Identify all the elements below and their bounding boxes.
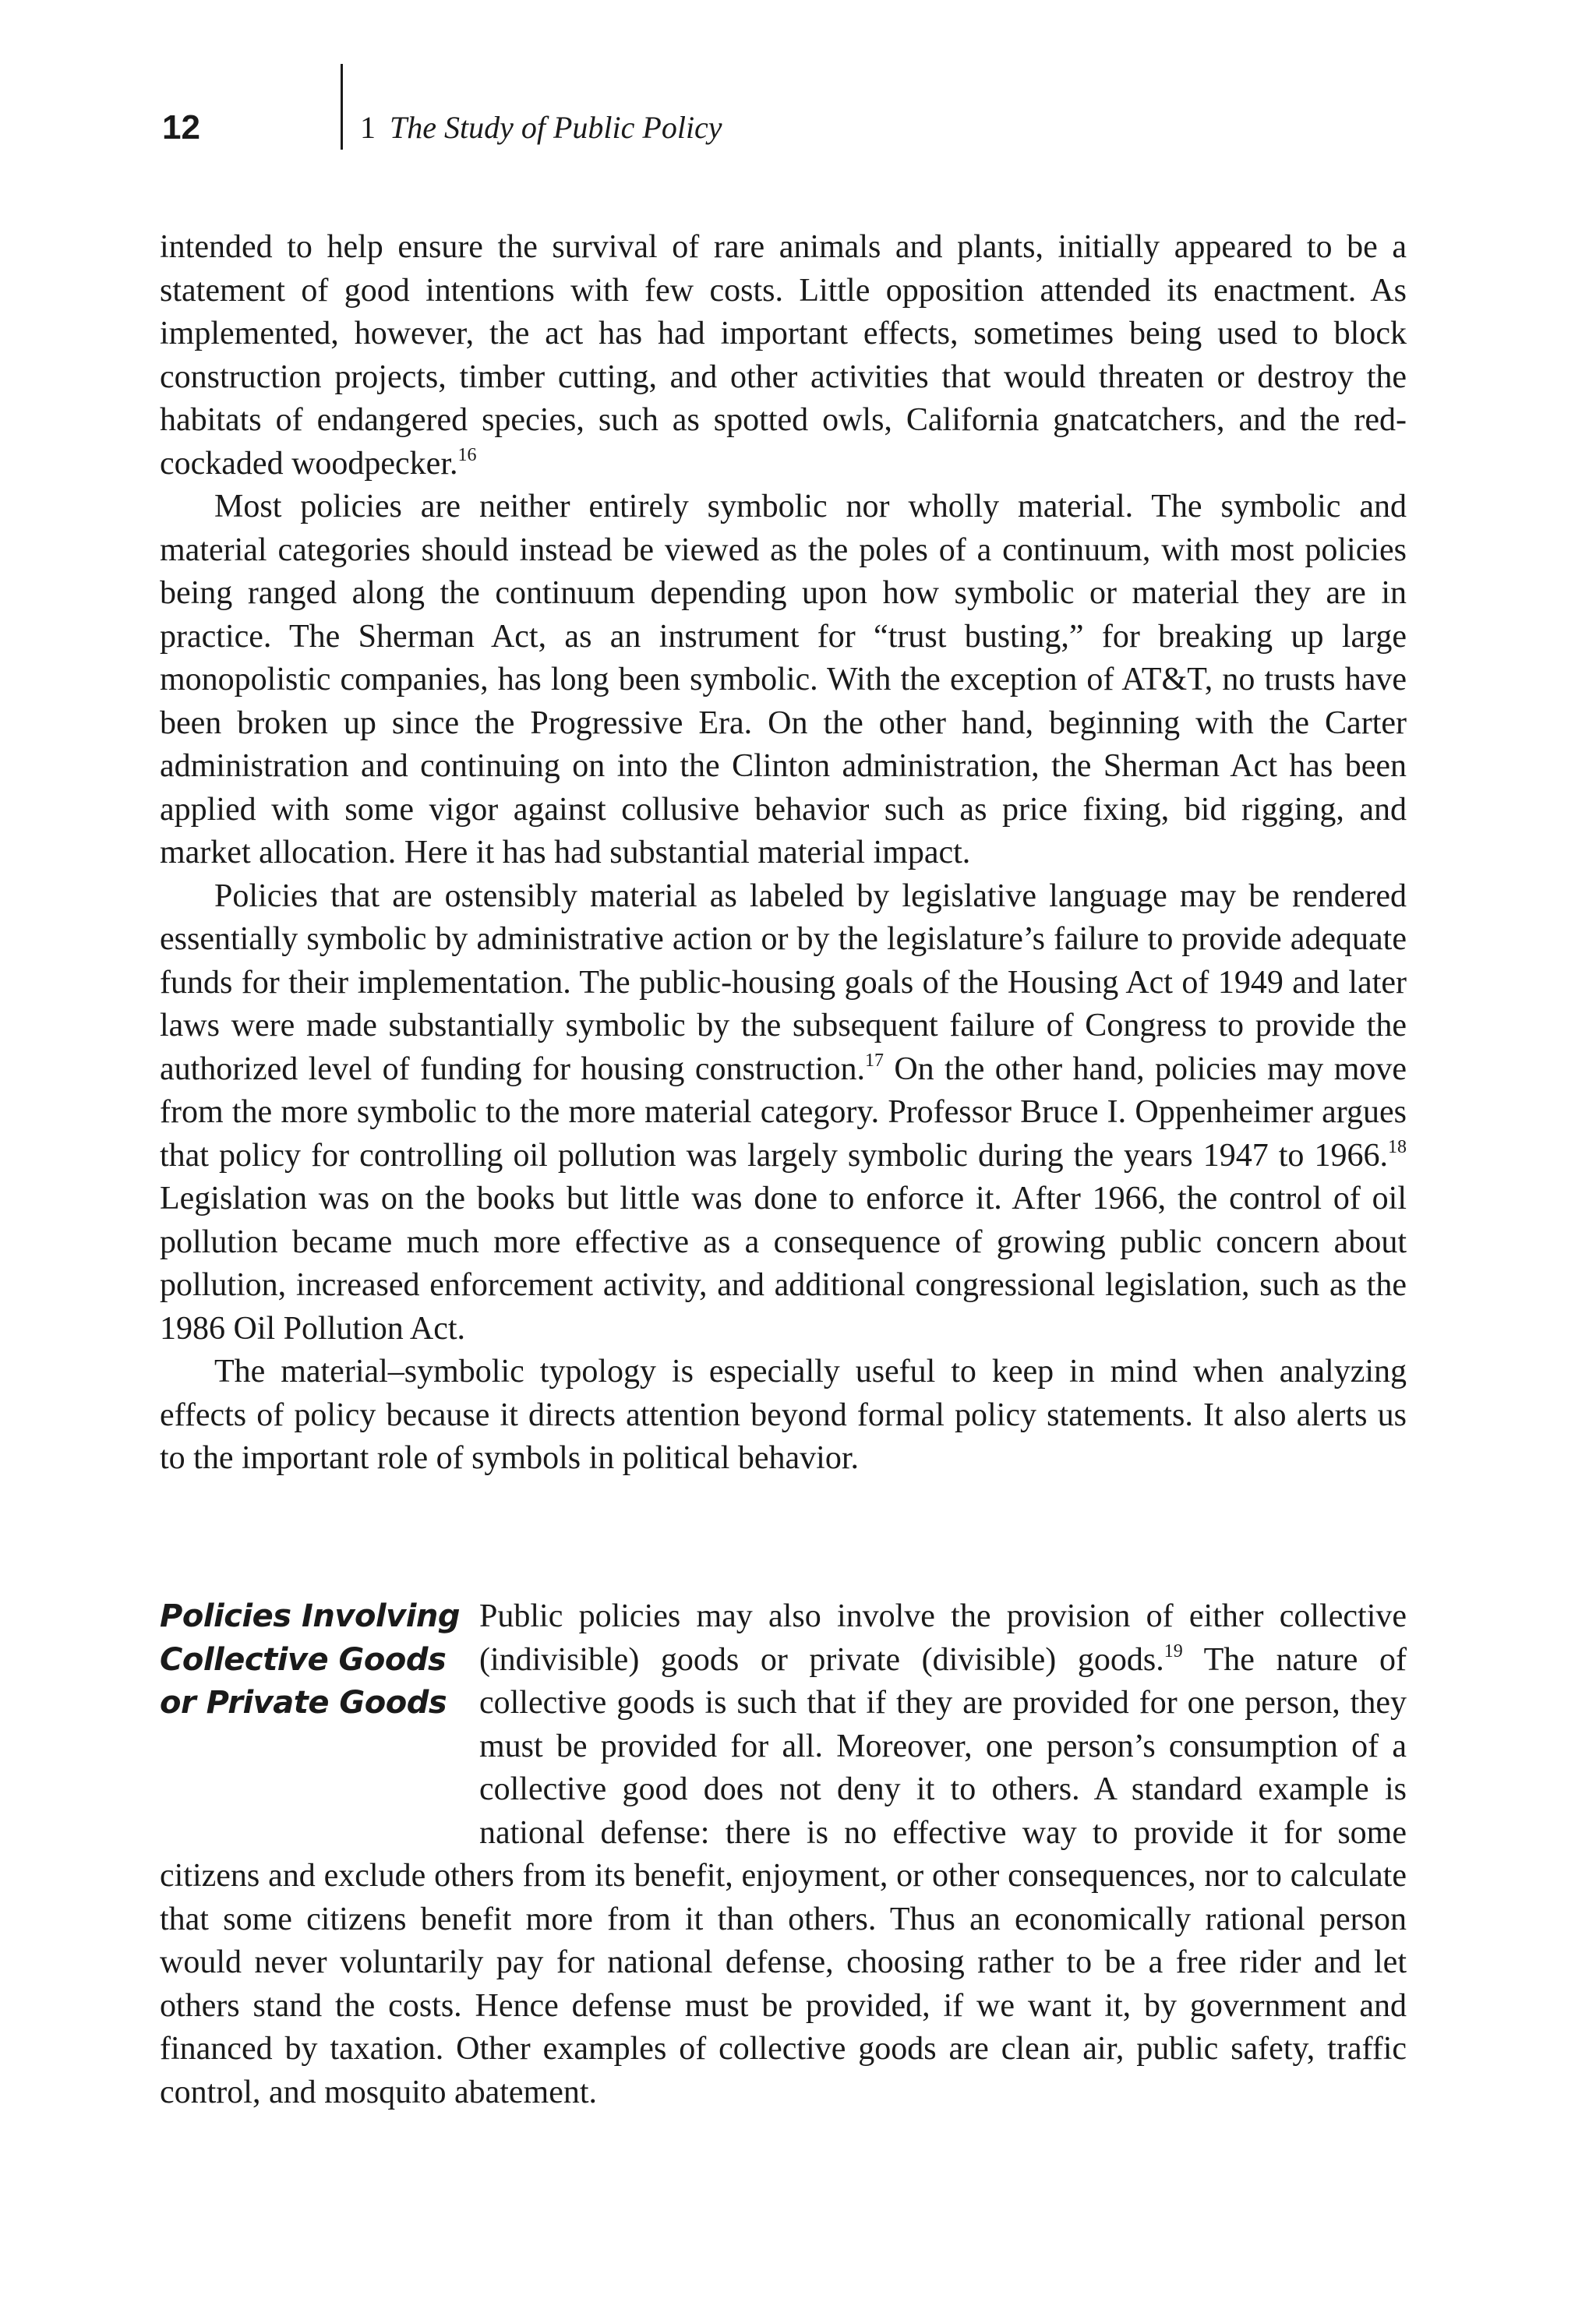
paragraph-text: On the other hand, policies may move from the more symbolic to the more material category. Professor Bruce I. Oppenheimer argues that policy for controlling oil pollution was largely symbolic during the years 1947 to 1966.: [160, 1051, 1407, 1174]
header-divider: [341, 64, 343, 150]
section-heading-line: Collective Goods: [160, 1641, 447, 1678]
paragraph-text: Public policies may also involve the provision of either collective (indivisible) goods or private (divisible) goods.: [479, 1598, 1407, 1678]
running-header: [0, 0, 1596, 203]
section-heading: [160, 1595, 464, 1813]
paragraph-text: Policies that are ostensibly material as labeled by legislative language may be rendered essentially symbolic by administrative action or by the legislature’s failure to provide adequate funds for their implementation. The public-housing goals of the Housing Act of 1949 and later laws were made substantially symbolic by the subsequent failure of Congress to provide the authorized level of funding for housing construction.: [160, 878, 1407, 1087]
footnote-ref-17: 17: [864, 1050, 884, 1071]
paragraph-typology: [160, 1351, 1407, 1481]
paragraph-text: The nature of collective goods is such that if they are provided for one person, they must be provided for all. Moreover, one person’s consumption of a collective good does not deny it to others. A standard example is national defense: there is no effective way to provide it for some citizens and exclude others from its benefit, enjoyment, or other consequences, nor to calculate that some citizens benefit more from it than others. Thus an economically rational person would never voluntarily pay for national defense, choosing rather to be a free rider and let others stand the costs. Hence defense must be provided, if we want it, by government and financed by taxation. Other examples of collective goods are clean air, public safety, traffic control, and mosquito abatement.: [160, 1641, 1407, 2110]
paragraph-text: Legislation was on the books but little was done to enforce it. After 1966, the control of oil pollution became much more effective as a consequence of growing public concern about pollution, increased enforcement activity, and additional congressional legislation, such as the 1986 Oil Pollution Act.: [160, 1181, 1407, 1347]
chapter-number: 1: [360, 110, 376, 145]
chapter-title: The Study of Public Policy: [390, 110, 722, 145]
paragraph-ostensibly-material: [160, 875, 1407, 1351]
paragraph-symbolic-material: [160, 486, 1407, 875]
page-number: 12: [162, 108, 200, 147]
paragraph-text: The material–symbolic typology is especially useful to keep in mind when analyzing effects of policy because it directs attention beyond formal policy statements. It also alerts us to the important role of symbols in political behavior.: [160, 1354, 1407, 1476]
footnote-ref-19: 19: [1163, 1640, 1183, 1661]
paragraph-continued: [160, 226, 1407, 486]
paragraph-text: intended to help ensure the survival of rare animals and plants, initially appeared to be a statement of good intentions with few costs. Little opposition attended its enactment. As implemented, however, the act has had important effects, sometimes being used to block construction projects, timber cutting, and other activities that would threaten or destroy the habitats of endangered species, such as spotted owls, California gnatcatchers, and the red-cockaded woodpecker.: [160, 229, 1407, 482]
footnote-ref-16: 16: [457, 444, 477, 465]
body-text: [160, 226, 1407, 1481]
section-heading-line: or Private Goods: [160, 1685, 447, 1721]
footnote-ref-18: 18: [1388, 1136, 1407, 1157]
section-collective-goods: [160, 1595, 1407, 2114]
paragraph-text: Most policies are neither entirely symbolic nor wholly material. The symbolic and material categories should instead be viewed as the poles of a continuum, with most policies being ranged along the continuum depending upon how symbolic or material they are in practice. The Sherman Act, as an instrument for “trust busting,” for breaking up large monopolistic companies, has long been symbolic. With the exception of AT&T, no trusts have been broken up since the Progressive Era. On the other hand, beginning with the Carter administration and continuing on into the Clinton administration, the Sherman Act has been applied with some vigor against collusive behavior such as price fixing, bid rigging, and market allocation. Here it has had substantial material impact.: [160, 489, 1407, 870]
section-heading-line: Policies Involving: [160, 1598, 461, 1634]
